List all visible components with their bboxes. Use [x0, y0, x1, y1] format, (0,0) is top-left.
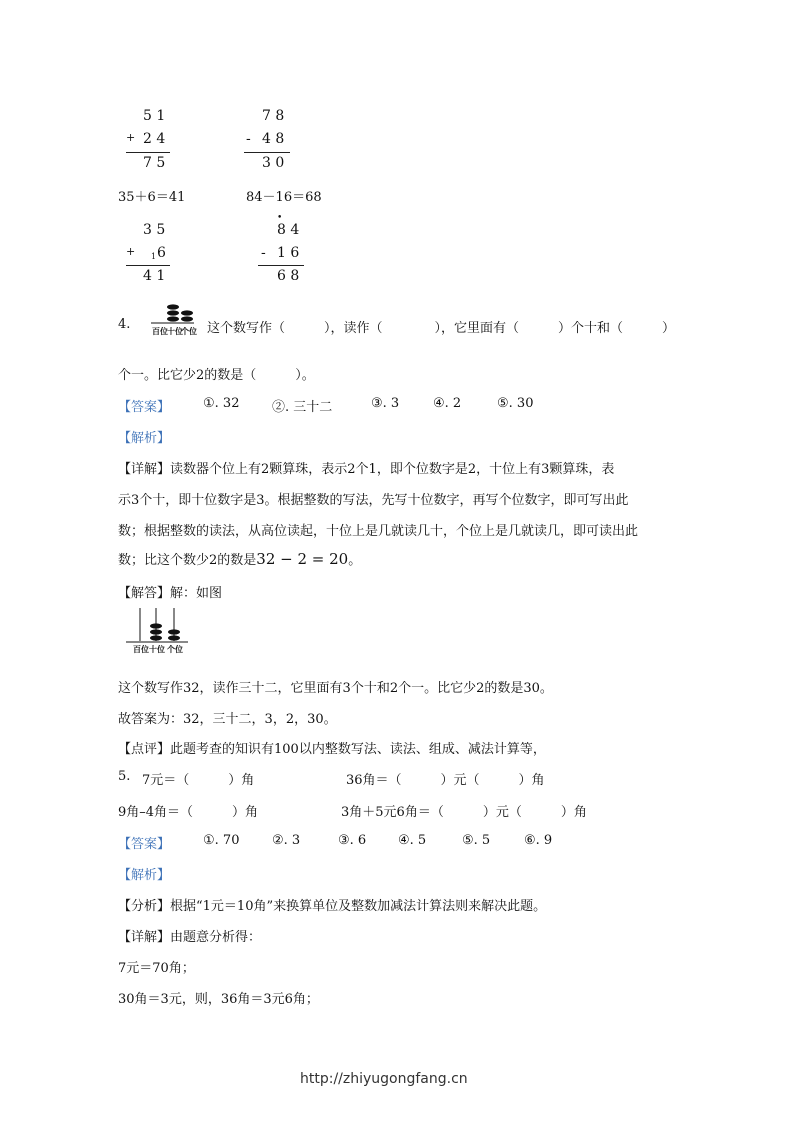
equation-c: 35＋6＝41 — [118, 190, 186, 205]
q4-detail-line-1: 【详解】读数器个位上有2颗算珠，表示2个1，即个位数字是2，十位上有3颗算珠，表 — [118, 462, 615, 477]
q5-step-2: 30角＝3元，则，36角＝3元6角； — [118, 992, 319, 1007]
abacus-answer-label-hundreds: 百位 — [133, 645, 149, 654]
footer-url[interactable]: http://zhiyugongfang.cn — [300, 1071, 468, 1087]
abacus-answer-icon — [123, 606, 189, 666]
abacus-small-label-ones: 个位 — [181, 327, 197, 336]
calc-d-bottom: 1 6 — [277, 245, 300, 261]
q4-answer-4: ④. 2 — [433, 396, 462, 411]
q4-answer-5: ⑤. 30 — [497, 396, 534, 411]
q4-detail-formula: 32 − 2 = 20 — [256, 550, 349, 568]
q4-answer-3: ③. 3 — [371, 396, 400, 411]
calc-a-op: + — [126, 131, 136, 144]
q4-detail-line-3: 数；根据整数的读法，从高位读起，十位上是几就读几十，个位上是几就读几，即可读出此 — [118, 524, 639, 539]
calc-b-op: - — [246, 131, 251, 147]
abacus-small-label-hundreds: 百位 — [152, 327, 168, 336]
calc-c-line — [126, 265, 170, 266]
q5-answer-6: ⑥. 9 — [524, 833, 553, 848]
calc-a-line — [126, 152, 170, 153]
q5-step-1: 7元＝70角； — [118, 961, 195, 976]
calc-c-top: 3 5 — [143, 222, 166, 238]
calc-c-op: + — [126, 245, 136, 258]
q5-answer-1: ①. 70 — [203, 833, 240, 848]
q5-detail-line: 【详解】由题意分析得： — [118, 930, 262, 945]
calc-c-carry: 1 — [151, 252, 157, 261]
q4-detail-last-suffix: 。 — [348, 553, 362, 568]
q4-number: 4. — [118, 317, 131, 332]
calc-d-line — [258, 265, 304, 266]
q4-answer-1: ①. 32 — [203, 396, 240, 411]
q5-analysis-tag: 【解析】 — [118, 868, 171, 883]
q4-conclusion: 这个数写作32，读作三十二，它里面有3个十和2个一。比它少2的数是30。 — [118, 681, 553, 696]
calc-b-line — [244, 152, 290, 153]
q5-answer-4: ④. 5 — [398, 833, 427, 848]
q5-analysis-line: 【分析】根据“1元＝10角”来换算单位及整数加减法计算法则来解决此题。 — [118, 899, 547, 914]
q5-line2-a: 9角–4角＝（ ）角 — [118, 805, 259, 820]
q5-answer-2: ②. 3 — [272, 833, 301, 848]
q5-answer-5: ⑤. 5 — [462, 833, 491, 848]
equation-d: 84－16＝68 — [246, 190, 322, 205]
calc-b-result: 3 0 — [262, 155, 285, 171]
q4-answer-2: ②. 三十二 — [272, 400, 333, 415]
q5-line1-b: 36角＝（ ）元（ ）角 — [346, 773, 545, 788]
calc-a-result: 7 5 — [143, 155, 166, 171]
calc-d-op: - — [261, 245, 266, 261]
q4-analysis-tag: 【解析】 — [118, 431, 171, 446]
calc-c-bottom: 6 — [157, 245, 166, 261]
q4-text-line2: 个一。比它少2的数是（ ）。 — [118, 368, 315, 383]
q4-solution-line: 【解答】解：如图 — [118, 586, 223, 601]
q4-detail-line-2: 示3个十，即十位数字是3。根据整数的写法，先写十位数字，再写个位数字，即可写出此 — [118, 493, 629, 508]
calc-b-top: 7 8 — [262, 108, 285, 124]
borrow-dot: • — [277, 213, 283, 223]
q4-final-answer: 故答案为：32，三十二，3，2，30。 — [118, 712, 337, 727]
calc-b-bottom: 4 8 — [262, 131, 285, 147]
q4-detail-last-prefix: 数；比这个数少2的数是 — [118, 553, 257, 568]
q5-number: 5. — [118, 769, 131, 784]
abacus-answer-label-ones: 个位 — [167, 645, 183, 654]
q5-answer-3: ③. 6 — [338, 833, 367, 848]
calc-c-result: 4 1 — [143, 268, 166, 284]
q5-line2-b: 3角＋5元6角＝（ ）元（ ）角 — [341, 805, 587, 820]
q4-detail-line-4 — [118, 549, 361, 568]
q4-comment: 【点评】此题考查的知识有100以内整数写法、读法、组成、减法计算等， — [118, 742, 546, 757]
calc-a-top: 5 1 — [143, 108, 166, 124]
calc-d-top: 8 4 — [277, 222, 300, 238]
q5-line1-a: 7元＝（ ）角 — [142, 773, 255, 788]
abacus-answer-label-tens: 十位 — [149, 645, 165, 654]
q4-text-line1: 这个数写作（ ），读作（ ），它里面有（ ）个十和（ ） — [207, 321, 676, 336]
q5-answer-tag: 【答案】 — [118, 837, 171, 852]
calc-d-result: 6 8 — [277, 268, 300, 284]
calc-a-bottom: 2 4 — [143, 131, 166, 147]
abacus-small-label-tens: 十位 — [167, 327, 183, 336]
abacus-small-icon — [147, 302, 197, 344]
q4-answer-tag: 【答案】 — [118, 400, 171, 415]
